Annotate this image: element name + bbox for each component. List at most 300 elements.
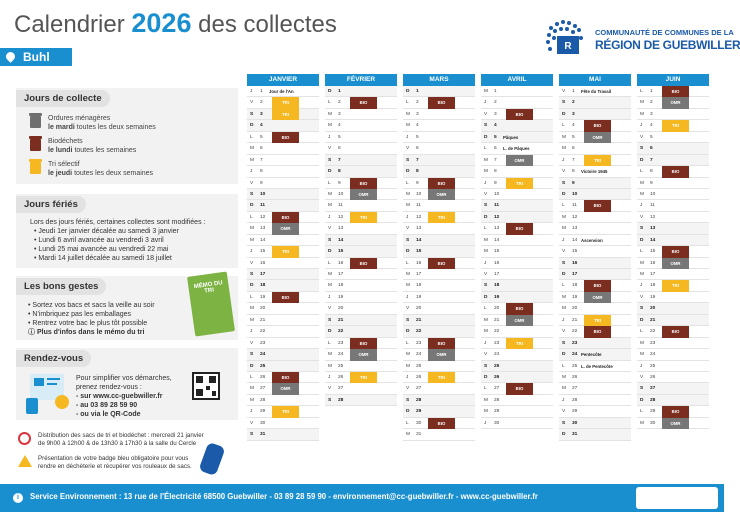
collection-badge: BIO bbox=[662, 86, 689, 97]
day-row: S 9 bbox=[559, 178, 631, 189]
day-row: M 4 bbox=[403, 120, 475, 131]
day-row: M 18 bbox=[403, 280, 475, 291]
day-row: D 8 bbox=[325, 166, 397, 177]
list-item: • Jeudi 1er janvier décalée au samedi 3 janvier bbox=[34, 228, 179, 235]
day-row: D 1 bbox=[403, 86, 475, 97]
day-row: D 31 bbox=[559, 429, 631, 440]
day-row: M 13 OMR bbox=[247, 223, 319, 234]
collection-type: Tri sélectif le jeudi toutes les deux semaines bbox=[48, 161, 154, 177]
qr-code[interactable] bbox=[192, 372, 220, 400]
collection-badge: BIO bbox=[272, 372, 299, 383]
page-title: Calendrier 2026 des collectes bbox=[14, 8, 337, 38]
day-row: V 13 bbox=[403, 223, 475, 234]
day-row: M 10 OMR bbox=[403, 189, 475, 200]
month-column bbox=[403, 74, 475, 441]
day-row: M 3 bbox=[403, 109, 475, 120]
day-row: M 24 OMR bbox=[325, 349, 397, 360]
collection-badge: Pâques bbox=[503, 134, 519, 140]
logo-line2: RÉGION DE GUEBWILLER bbox=[595, 38, 740, 52]
day-row: J 23 TRI bbox=[481, 338, 553, 349]
day-row: D 4 bbox=[247, 120, 319, 131]
collection-badge: TRI bbox=[272, 97, 299, 108]
collection-badge: TRI bbox=[350, 372, 377, 383]
day-row: L 9 BIO bbox=[403, 178, 475, 189]
day-row: M 12 bbox=[559, 212, 631, 223]
day-row: M 28 bbox=[481, 395, 553, 406]
day-row: M 29 bbox=[481, 406, 553, 417]
collection-badge: BIO bbox=[662, 246, 689, 257]
day-row: S 18 bbox=[481, 280, 553, 291]
collection-badge: OMR bbox=[506, 155, 533, 166]
collection-badge: TRI bbox=[272, 406, 299, 417]
appointment-illustration-icon bbox=[24, 370, 72, 414]
appointment-line: - ou via le QR-Code bbox=[76, 411, 141, 418]
day-row: M 25 bbox=[325, 361, 397, 372]
day-row: L 26 BIO bbox=[247, 372, 319, 383]
day-row: S 7 bbox=[325, 155, 397, 166]
appointment-panel bbox=[16, 348, 238, 420]
info-icon: i bbox=[13, 493, 23, 503]
list-item: • N'imbriquez pas les emballages bbox=[28, 311, 132, 318]
day-row: M 27 OMR bbox=[247, 383, 319, 394]
day-row: M 24 bbox=[637, 349, 709, 360]
collection-badge: BIO bbox=[272, 292, 299, 303]
collection-badge: BIO bbox=[662, 406, 689, 417]
collection-badge: BIO bbox=[662, 166, 689, 177]
list-item: • Mardi 14 juillet décalée au samedi 18 juillet bbox=[34, 255, 172, 262]
collection-badge: OMR bbox=[584, 132, 611, 143]
collection-badge: BIO bbox=[428, 418, 455, 429]
month-column bbox=[247, 74, 319, 441]
collection-badge: TRI bbox=[506, 178, 533, 189]
day-row: D 3 bbox=[559, 109, 631, 120]
day-row: J 26 TRI bbox=[403, 372, 475, 383]
collection-badge: OMR bbox=[584, 292, 611, 303]
collection-badge: BIO bbox=[506, 109, 533, 120]
day-row: J 12 TRI bbox=[325, 212, 397, 223]
day-row: V 3 BIO bbox=[481, 109, 553, 120]
day-row: S 16 bbox=[559, 258, 631, 269]
day-row: L 5 BIO bbox=[247, 132, 319, 143]
day-row: S 13 bbox=[637, 223, 709, 234]
collection-badge: BIO bbox=[584, 200, 611, 211]
collection-badge: TRI bbox=[662, 280, 689, 291]
day-row: S 24 bbox=[247, 349, 319, 360]
day-row: S 10 bbox=[247, 189, 319, 200]
day-row: M 14 bbox=[481, 235, 553, 246]
day-row: S 17 bbox=[247, 269, 319, 280]
month-header: FÉVRIER bbox=[325, 74, 397, 86]
day-row: D 21 bbox=[637, 315, 709, 326]
day-row: M 3 bbox=[325, 109, 397, 120]
day-row: D 22 bbox=[403, 326, 475, 337]
day-row: M 24 OMR bbox=[403, 349, 475, 360]
collection-badge: OMR bbox=[428, 349, 455, 360]
collection-badge: OMR bbox=[662, 418, 689, 429]
day-row: M 7 OMR bbox=[481, 155, 553, 166]
warning-icon bbox=[18, 455, 32, 467]
month-header: JUIN bbox=[637, 74, 709, 86]
day-row: D 5 Pâques bbox=[481, 132, 553, 143]
collection-badge: BIO bbox=[350, 178, 377, 189]
logo-line1: COMMUNAUTÉ DE COMMUNES DE LA bbox=[595, 28, 734, 37]
day-row: J 26 TRI bbox=[325, 372, 397, 383]
collection-badge: BIO bbox=[584, 120, 611, 131]
day-row: V 26 bbox=[637, 372, 709, 383]
day-row: L 20 BIO bbox=[481, 303, 553, 314]
collection-badge: OMR bbox=[350, 349, 377, 360]
day-row: S 25 bbox=[481, 361, 553, 372]
list-item: • Lundi 6 avril avancée au vendredi 3 avril bbox=[34, 237, 164, 244]
day-row: V 15 bbox=[559, 246, 631, 257]
collection-days-panel bbox=[16, 88, 238, 184]
day-row: M 20 bbox=[247, 303, 319, 314]
day-row: S 20 bbox=[637, 303, 709, 314]
month-header: MAI bbox=[559, 74, 631, 86]
day-row: J 2 bbox=[481, 97, 553, 108]
collection-badge: OMR bbox=[506, 315, 533, 326]
collection-type: Ordures ménagères le mardi toutes les deux semaines bbox=[48, 115, 156, 131]
day-row: J 19 bbox=[325, 292, 397, 303]
day-row: S 11 bbox=[481, 200, 553, 211]
bags-icon bbox=[18, 432, 31, 445]
day-row: S 14 bbox=[403, 235, 475, 246]
collection-badge: TRI bbox=[662, 120, 689, 131]
collection-badge: BIO bbox=[662, 326, 689, 337]
day-row: L 1 BIO bbox=[637, 86, 709, 97]
day-row: V 2 TRI bbox=[247, 97, 319, 108]
day-row: J 1 Jour de l'An bbox=[247, 86, 319, 97]
community-logo-icon bbox=[543, 18, 589, 62]
day-row: S 6 bbox=[637, 143, 709, 154]
day-row: V 1 Fête du Travail bbox=[559, 86, 631, 97]
good-practices-panel bbox=[16, 276, 238, 340]
day-row: D 15 bbox=[403, 246, 475, 257]
day-row: J 21 TRI bbox=[559, 315, 631, 326]
day-row: M 10 OMR bbox=[325, 189, 397, 200]
holidays-intro: Lors des jours fériés, certaines collectes sont modifiées : bbox=[30, 219, 206, 226]
collection-badge: BIO bbox=[350, 338, 377, 349]
day-row: D 18 bbox=[247, 280, 319, 291]
day-row: V 9 bbox=[247, 178, 319, 189]
day-row: M 28 bbox=[247, 395, 319, 406]
day-row: J 7 TRI bbox=[559, 155, 631, 166]
day-row: S 3 TRI bbox=[247, 109, 319, 120]
day-row: J 28 bbox=[559, 395, 631, 406]
footer-contact: Service Environnement : 13 rue de l'Électricité 68500 Guebwiller - 03 89 28 59 90 - environnement@cc-guebwiller.fr - www.cc-guebwiller.fr bbox=[30, 492, 538, 501]
appointment-line: prenez rendez-vous : bbox=[76, 384, 142, 391]
day-row: M 16 OMR bbox=[637, 258, 709, 269]
day-row: V 13 bbox=[325, 223, 397, 234]
day-row: M 3 bbox=[637, 109, 709, 120]
day-row: J 4 TRI bbox=[637, 120, 709, 131]
day-row: D 1 bbox=[325, 86, 397, 97]
day-row: L 6 L. de Pâques bbox=[481, 143, 553, 154]
day-row: V 17 bbox=[481, 269, 553, 280]
day-row: D 28 bbox=[637, 395, 709, 406]
collection-badge: TRI bbox=[584, 315, 611, 326]
day-row: D 7 bbox=[637, 155, 709, 166]
day-row: D 12 bbox=[481, 212, 553, 223]
day-row: J 19 bbox=[403, 292, 475, 303]
day-row: S 28 bbox=[325, 395, 397, 406]
day-row: M 4 bbox=[325, 120, 397, 131]
collection-badge: BIO bbox=[584, 326, 611, 337]
day-row: V 23 bbox=[247, 338, 319, 349]
day-row: S 28 bbox=[403, 395, 475, 406]
day-row: S 21 bbox=[403, 315, 475, 326]
day-row: M 21 OMR bbox=[481, 315, 553, 326]
list-item: • Rentrez votre bac le plus tôt possible bbox=[28, 320, 148, 327]
day-row: M 6 bbox=[559, 143, 631, 154]
day-row: L 23 BIO bbox=[403, 338, 475, 349]
collection-badge: BIO bbox=[350, 97, 377, 108]
day-row: M 11 bbox=[403, 200, 475, 211]
day-row: J 29 TRI bbox=[247, 406, 319, 417]
day-row: V 27 bbox=[325, 383, 397, 394]
collection-type: Biodéchets le lundi toutes les semaines bbox=[48, 138, 137, 154]
footer bbox=[0, 484, 724, 512]
day-row: M 25 bbox=[403, 361, 475, 372]
day-row: M 15 bbox=[481, 246, 553, 257]
day-row: D 14 bbox=[637, 235, 709, 246]
collection-badge: BIO bbox=[428, 338, 455, 349]
day-row: D 17 bbox=[559, 269, 631, 280]
collection-badge: BIO bbox=[272, 212, 299, 223]
day-row: M 13 bbox=[559, 223, 631, 234]
day-row: S 14 bbox=[325, 235, 397, 246]
list-item: • Lundi 25 mai avancée au vendredi 22 mai bbox=[34, 246, 169, 253]
day-row: S 30 bbox=[559, 418, 631, 429]
day-row: L 23 BIO bbox=[325, 338, 397, 349]
day-row: D 11 bbox=[247, 200, 319, 211]
day-row: D 19 bbox=[481, 292, 553, 303]
collection-badge: BIO bbox=[506, 223, 533, 234]
day-row: S 31 bbox=[247, 429, 319, 440]
month-column bbox=[325, 74, 397, 406]
bin-icon bbox=[30, 139, 41, 151]
footer-logos bbox=[636, 487, 718, 509]
day-row: D 8 bbox=[403, 166, 475, 177]
day-row: J 30 bbox=[481, 418, 553, 429]
day-row: V 10 bbox=[481, 189, 553, 200]
day-row: M 6 bbox=[247, 143, 319, 154]
collection-badge: Ascension bbox=[581, 237, 603, 243]
collection-badge: TRI bbox=[350, 212, 377, 223]
day-row: J 25 bbox=[637, 361, 709, 372]
appointment-line: Pour simplifier vos démarches, bbox=[76, 375, 172, 382]
day-row: J 9 TRI bbox=[481, 178, 553, 189]
day-row: L 4 BIO bbox=[559, 120, 631, 131]
panel-title: Les bons gestes bbox=[16, 278, 106, 295]
day-row: M 18 bbox=[325, 280, 397, 291]
day-row: L 19 BIO bbox=[247, 292, 319, 303]
collection-badge: BIO bbox=[428, 178, 455, 189]
collection-badge: OMR bbox=[428, 189, 455, 200]
day-row: V 19 bbox=[637, 292, 709, 303]
day-row: M 9 bbox=[637, 178, 709, 189]
appointment-line: - sur www.cc-guebwiller.fr bbox=[76, 393, 163, 400]
day-row: M 30 OMR bbox=[637, 418, 709, 429]
day-row: L 18 BIO bbox=[559, 280, 631, 291]
day-row: L 29 BIO bbox=[637, 406, 709, 417]
day-row: M 11 bbox=[325, 200, 397, 211]
day-row: M 26 bbox=[559, 372, 631, 383]
month-header: JANVIER bbox=[247, 74, 319, 86]
holidays-panel bbox=[16, 194, 238, 268]
collection-badge: TRI bbox=[428, 212, 455, 223]
day-row: M 17 bbox=[325, 269, 397, 280]
collection-badge: TRI bbox=[272, 246, 299, 257]
day-row: V 6 bbox=[403, 143, 475, 154]
collection-badge: BIO bbox=[584, 280, 611, 291]
svg-text:R: R bbox=[564, 41, 572, 52]
collection-badge: OMR bbox=[662, 97, 689, 108]
day-row: L 30 BIO bbox=[403, 418, 475, 429]
day-row: J 11 bbox=[637, 200, 709, 211]
memo-booklet-image: MÉMO DU TRI bbox=[187, 272, 235, 337]
panel-title: Rendez-vous bbox=[16, 350, 91, 367]
day-row: L 2 BIO bbox=[325, 97, 397, 108]
bin-icon bbox=[30, 116, 41, 128]
collection-badge: BIO bbox=[350, 258, 377, 269]
day-row: L 2 BIO bbox=[403, 97, 475, 108]
day-row: M 31 bbox=[403, 429, 475, 440]
collection-badge: BIO bbox=[272, 132, 299, 143]
collection-badge: BIO bbox=[506, 383, 533, 394]
day-row: V 22 BIO bbox=[559, 326, 631, 337]
day-row: S 4 bbox=[481, 120, 553, 131]
collection-badge: OMR bbox=[350, 189, 377, 200]
collection-badge: TRI bbox=[584, 155, 611, 166]
day-row: L 25 L. de Pentecôte bbox=[559, 361, 631, 372]
day-row: L 16 BIO bbox=[403, 258, 475, 269]
day-row: V 29 bbox=[559, 406, 631, 417]
day-row: J 12 TRI bbox=[403, 212, 475, 223]
month-column bbox=[559, 74, 631, 441]
month-column bbox=[481, 74, 553, 429]
day-row: J 15 TRI bbox=[247, 246, 319, 257]
day-row: D 29 bbox=[403, 406, 475, 417]
day-row: S 23 bbox=[559, 338, 631, 349]
day-row: S 2 bbox=[559, 97, 631, 108]
day-row: L 27 BIO bbox=[481, 383, 553, 394]
day-row: M 1 bbox=[481, 86, 553, 97]
day-row: M 20 bbox=[559, 303, 631, 314]
collection-badge: Victoire 1945 bbox=[581, 169, 608, 175]
day-row: L 9 BIO bbox=[325, 178, 397, 189]
day-row: S 27 bbox=[637, 383, 709, 394]
collection-badge: Fête du Travail bbox=[581, 89, 612, 94]
day-row: V 27 bbox=[403, 383, 475, 394]
day-row: M 17 bbox=[403, 269, 475, 280]
day-row: V 12 bbox=[637, 212, 709, 223]
badge-note: Présentation de votre badge bleu obligatoire pour vous rendre en déchèterie et récupérer vos rouleaux de sacs. bbox=[38, 455, 192, 470]
day-row: M 5 OMR bbox=[559, 132, 631, 143]
day-row: J 14 Ascension bbox=[559, 235, 631, 246]
location-pin-icon bbox=[4, 50, 17, 63]
panel-title: Jours de collecte bbox=[16, 90, 110, 107]
day-row: M 22 bbox=[481, 326, 553, 337]
collection-badge: BIO bbox=[428, 97, 455, 108]
day-row: M 2 OMR bbox=[637, 97, 709, 108]
collection-badge: TRI bbox=[428, 372, 455, 383]
appointment-line: - au 03 89 28 59 90 bbox=[76, 402, 138, 409]
day-row: M 10 bbox=[637, 189, 709, 200]
day-row: D 10 bbox=[559, 189, 631, 200]
collection-badge: L. de Pentecôte bbox=[581, 363, 613, 369]
day-row: L 15 BIO bbox=[637, 246, 709, 257]
day-row: J 18 TRI bbox=[637, 280, 709, 291]
collection-badge: TRI bbox=[272, 109, 299, 120]
day-row: M 17 bbox=[637, 269, 709, 280]
bags-distribution-note: Distribution des sacs de tri et biodéchet : mercredi 21 janvier de 9h00 à 12h00 & de 13h30 à 17h30 à la salle du Cercle bbox=[38, 432, 204, 447]
day-row: L 22 BIO bbox=[637, 326, 709, 337]
day-row: S 7 bbox=[403, 155, 475, 166]
day-row: V 24 bbox=[481, 349, 553, 360]
day-row: D 15 bbox=[325, 246, 397, 257]
day-row: V 20 bbox=[403, 303, 475, 314]
day-row: D 25 bbox=[247, 361, 319, 372]
day-row: M 19 OMR bbox=[559, 292, 631, 303]
memo-info: ⓘ Plus d'infos dans le mémo du tri bbox=[28, 329, 145, 336]
day-row: L 8 BIO bbox=[637, 166, 709, 177]
month-header: AVRIL bbox=[481, 74, 553, 86]
day-row: V 16 bbox=[247, 258, 319, 269]
day-row: M 8 bbox=[481, 166, 553, 177]
collection-badge: Pentecôte bbox=[581, 352, 602, 358]
day-row: L 13 BIO bbox=[481, 223, 553, 234]
month-header: MARS bbox=[403, 74, 475, 86]
day-row: V 6 bbox=[325, 143, 397, 154]
day-row: S 21 bbox=[325, 315, 397, 326]
day-row: V 20 bbox=[325, 303, 397, 314]
collection-badge: OMR bbox=[272, 383, 299, 394]
day-row: V 5 bbox=[637, 132, 709, 143]
day-row: J 5 bbox=[325, 132, 397, 143]
day-row: J 22 bbox=[247, 326, 319, 337]
collection-badge: BIO bbox=[506, 303, 533, 314]
day-row: J 5 bbox=[403, 132, 475, 143]
collection-badge: BIO bbox=[428, 258, 455, 269]
collection-badge: Jour de l'An bbox=[269, 89, 294, 94]
day-row: D 24 Pentecôte bbox=[559, 349, 631, 360]
logo bbox=[543, 18, 740, 62]
day-row: M 27 bbox=[559, 383, 631, 394]
bin-icon bbox=[30, 162, 41, 174]
day-row: D 26 bbox=[481, 372, 553, 383]
day-row: L 12 BIO bbox=[247, 212, 319, 223]
list-item: • Sortez vos bacs et sacs la veille au soir bbox=[28, 302, 155, 309]
day-row: L 16 BIO bbox=[325, 258, 397, 269]
collection-badge: OMR bbox=[662, 258, 689, 269]
day-row: V 8 Victoire 1945 bbox=[559, 166, 631, 177]
day-row: V 30 bbox=[247, 418, 319, 429]
panel-title: Jours fériés bbox=[16, 196, 86, 213]
day-row: D 22 bbox=[325, 326, 397, 337]
location-badge: Buhl bbox=[0, 48, 72, 66]
day-row: M 14 bbox=[247, 235, 319, 246]
day-row: M 23 bbox=[637, 338, 709, 349]
day-row: M 7 bbox=[247, 155, 319, 166]
day-row: M 21 bbox=[247, 315, 319, 326]
collection-badge: OMR bbox=[272, 223, 299, 234]
day-row: J 8 bbox=[247, 166, 319, 177]
collection-badge: TRI bbox=[506, 338, 533, 349]
collection-badge: L. de Pâques bbox=[503, 146, 530, 152]
day-row: L 11 BIO bbox=[559, 200, 631, 211]
month-column bbox=[637, 74, 709, 429]
